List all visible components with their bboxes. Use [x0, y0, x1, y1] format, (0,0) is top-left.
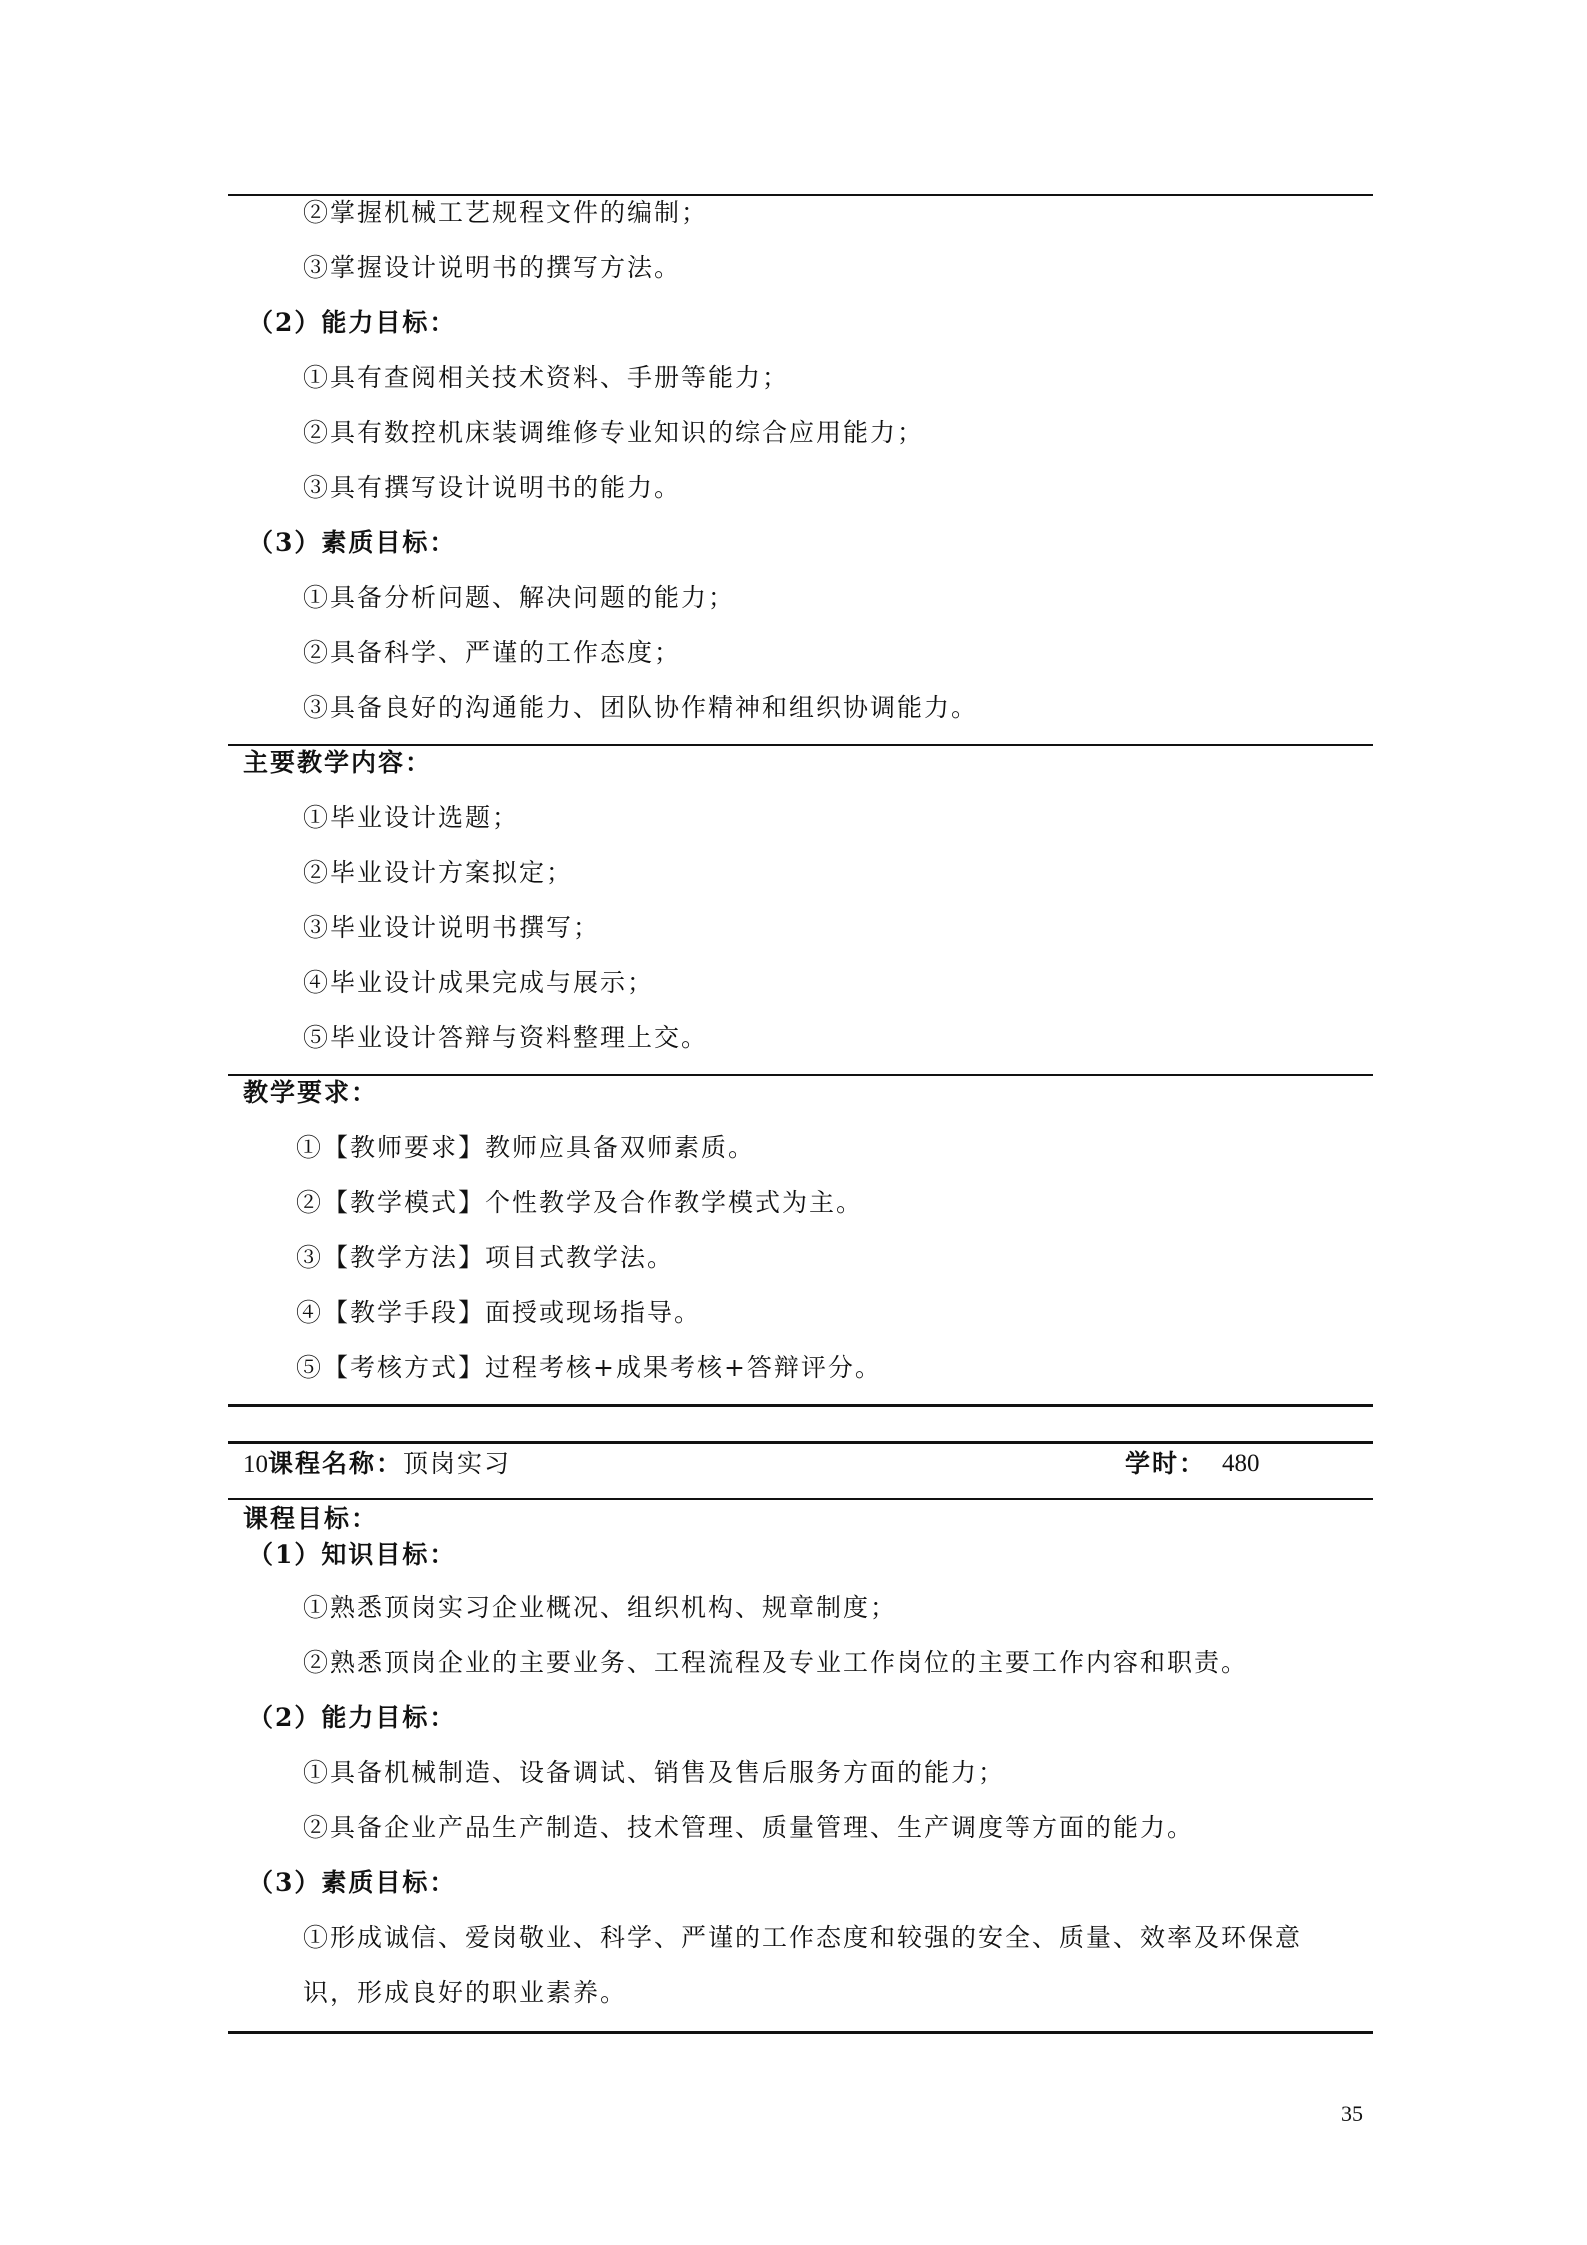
knowledge-heading: （1）知识目标：: [248, 1540, 457, 1569]
quality-item-3: ③具备良好的沟通能力、团队协作精神和组织协调能力。: [303, 693, 979, 722]
content-item-1: ①毕业设计选题；: [303, 803, 520, 832]
ability-item-3: ③具有撰写设计说明书的能力。: [303, 473, 682, 502]
content-item-4: ④毕业设计成果完成与展示；: [303, 968, 655, 997]
content-item-5: ⑤毕业设计答辩与资料整理上交。: [303, 1023, 709, 1052]
knowledge-item-1: ①熟悉顶岗实习企业概况、组织机构、规章制度；: [303, 1593, 898, 1622]
ability-item-1: ①具有查阅相关技术资料、手册等能力；: [303, 363, 790, 392]
ability-heading: （2）能力目标：: [248, 308, 457, 337]
row-divider: [228, 1498, 1373, 1500]
course-title-row: [243, 1447, 511, 1482]
quality-heading: （3）素质目标：: [248, 528, 457, 557]
table-top-rule: [228, 1441, 1373, 1444]
knowledge-item-2: ②掌握机械工艺规程文件的编制；: [303, 198, 709, 227]
requirements-heading: 教学要求：: [243, 1078, 379, 1107]
knowledge-item-2: ②熟悉顶岗企业的主要业务、工程流程及专业工作岗位的主要工作内容和职责。: [303, 1648, 1249, 1677]
course-name-label: 课程名称：: [268, 1449, 404, 1478]
content-heading: 主要教学内容：: [243, 748, 433, 777]
table-bottom-rule: [228, 1404, 1373, 1407]
course-name-value: 顶岗实习: [403, 1449, 512, 1478]
knowledge-item-3: ③掌握设计说明书的撰写方法。: [303, 253, 682, 282]
ability-item-2: ②具备企业产品生产制造、技术管理、质量管理、生产调度等方面的能力。: [303, 1813, 1195, 1842]
quality-item-1-line-2: 识，形成良好的职业素养。: [303, 1978, 628, 2007]
course-goal-heading: 课程目标：: [243, 1504, 379, 1533]
ability-heading: （2）能力目标：: [248, 1703, 457, 1732]
course-number: 10: [243, 1451, 268, 1478]
requirement-item-3: ③【教学方法】项目式教学法。: [296, 1243, 675, 1272]
page-number: 35: [1341, 2101, 1363, 2126]
requirement-item-1: ①【教师要求】教师应具备双师素质。: [296, 1133, 756, 1162]
quality-item-2: ②具备科学、严谨的工作态度；: [303, 638, 682, 667]
requirement-item-2: ②【教学模式】个性教学及合作教学模式为主。: [296, 1188, 864, 1217]
requirement-item-5: ⑤【考核方式】过程考核+成果考核+答辩评分。: [296, 1353, 882, 1382]
row-divider: [228, 1074, 1373, 1076]
content-item-2: ②毕业设计方案拟定；: [303, 858, 574, 887]
hours-value: 480: [1222, 1450, 1260, 1477]
quality-heading: （3）素质目标：: [248, 1868, 457, 1897]
content-item-3: ③毕业设计说明书撰写；: [303, 913, 601, 942]
hours-label: 学时：: [1125, 1449, 1207, 1478]
requirement-item-4: ④【教学手段】面授或现场指导。: [296, 1298, 702, 1327]
table-bottom-rule: [228, 2031, 1373, 2034]
ability-item-2: ②具有数控机床装调维修专业知识的综合应用能力；: [303, 418, 925, 447]
quality-item-1-line-1: ①形成诚信、爱岗敬业、科学、严谨的工作态度和较强的安全、质量、效率及环保意: [303, 1923, 1303, 1952]
quality-item-1: ①具备分析问题、解决问题的能力；: [303, 583, 736, 612]
ability-item-1: ①具备机械制造、设备调试、销售及售后服务方面的能力；: [303, 1758, 1006, 1787]
